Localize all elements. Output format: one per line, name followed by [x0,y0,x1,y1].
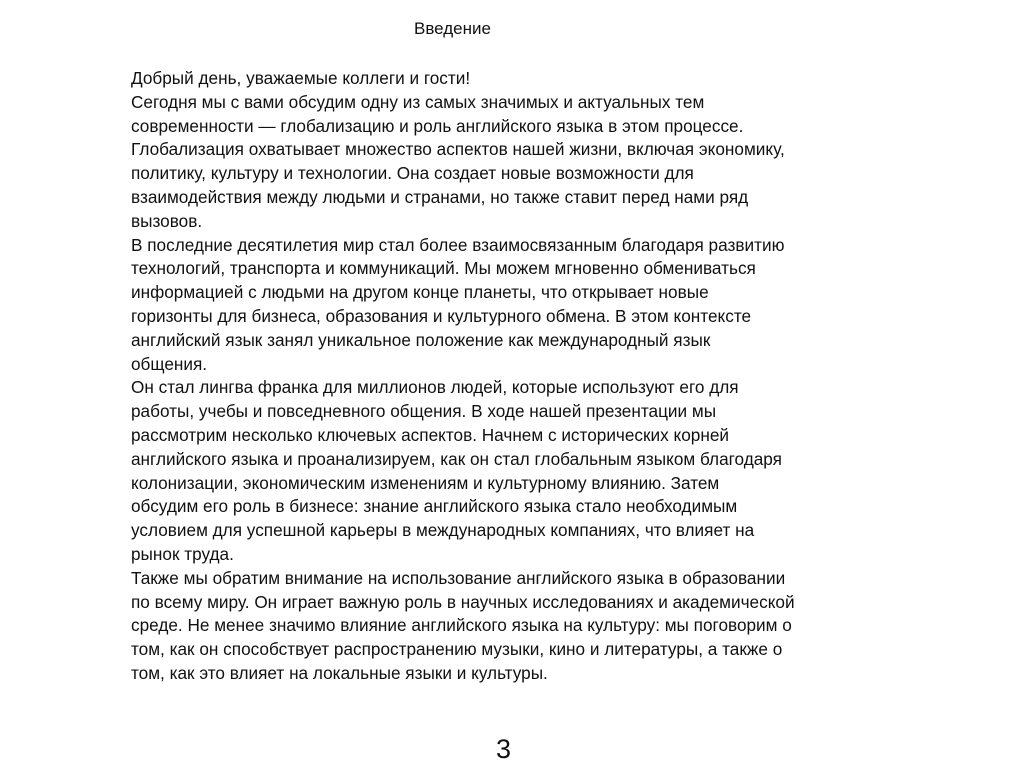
page-title: Введение [414,19,491,38]
text-line: обсудим его роль в бизнесе: знание английского языка стало необходимым [131,496,738,517]
text-line: Глобализация охватывает множество аспектов нашей жизни, включая экономику, [131,139,785,160]
text-line: Сегодня мы с вами обсудим одну из самых значимых и актуальных тем [131,91,705,112]
text-line: взаимодействия между людьми и странами, но также ставит перед нами ряд [131,186,749,207]
text-line: среде. Не менее значимо влияние английского языка на культуру: мы поговорим о [131,615,792,636]
text-line: рассмотрим несколько ключевых аспектов. Начнем с исторических корней [131,424,729,445]
text-line: английского языка и проанализируем, как он стал глобальным языком благодаря [131,448,782,469]
text-line: информацией с людьми на другом конце планеты, что открывает новые [131,282,709,303]
text-line: работы, учебы и повседневного общения. В ходе нашей презентации мы [131,401,717,422]
text-line: том, как это влияет на локальные языки и культуры. [131,662,548,683]
text-line: Также мы обратим внимание на использование английского языка в образовании [131,567,786,588]
text-line: вызовов. [131,210,203,231]
text-line: Он стал лингва франка для миллионов людей, которые используют его для [131,377,739,398]
text-line: рынок труда. [131,543,234,564]
text-line: условием для успешной карьеры в международных компаниях, что влияет на [131,520,755,541]
text-line: английский язык занял уникальное положение как международный язык [131,329,711,350]
text-line: по всему миру. Он играет важную роль в научных исследованиях и академической [131,591,795,612]
text-line: технологий, транспорта и коммуникаций. Мы можем мгновенно обмениваться [131,258,756,279]
text-line: политику, культуру и технологии. Она создает новые возможности для [131,163,694,184]
body-text [131,67,861,686]
text-line: том, как он способствует распространению музыки, кино и литературы, а также о [131,639,783,660]
text-line: В последние десятилетия мир стал более взаимосвязанным благодаря развитию [131,234,785,255]
page-number: 3 [496,734,512,764]
text-line: современности — глобализацию и роль английского языка в этом процессе. [131,115,744,136]
text-line: общения. [131,353,208,374]
text-line: колонизации, экономическим изменениям и культурному влиянию. Затем [131,472,720,493]
text-line: горизонты для бизнеса, образования и культурного обмена. В этом контексте [131,305,752,326]
text-line: Добрый день, уважаемые коллеги и гости! [131,68,471,88]
